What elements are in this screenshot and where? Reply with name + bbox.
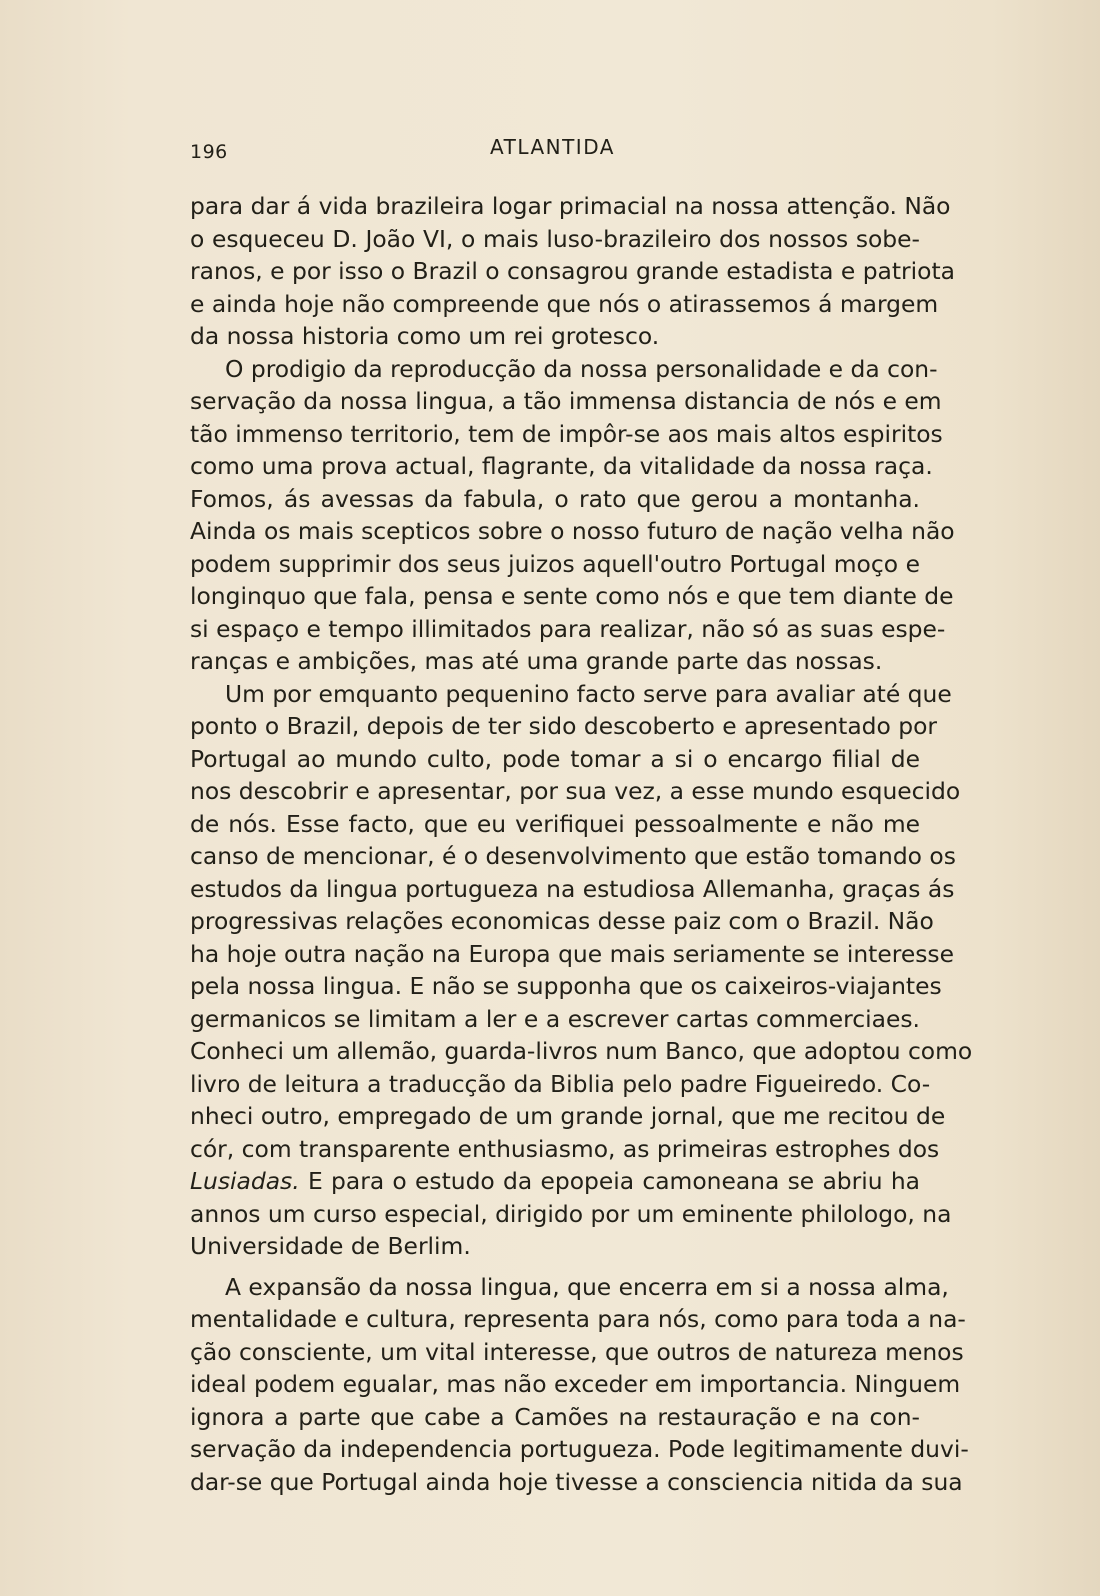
text-line: podem supprimir dos seus juizos aquell'outro Portugal moço e (190, 549, 920, 578)
text-line: para dar á vida brazileira logar primacial na nossa attenção. Não (190, 192, 951, 220)
text-line: nos descobrir e apresentar, por sua vez, a esse mundo esquecido (190, 777, 961, 805)
text-line: Ainda os mais scepticos sobre o nosso futuro de nação velha não (190, 517, 955, 545)
text-line: ideal podem egualar, mas não exceder em importancia. Ninguem (190, 1370, 961, 1398)
text-line: annos um curso especial, dirigido por um eminente philologo, na (190, 1199, 952, 1228)
text-line: dar-se que Portugal ainda hoje tivesse a consciencia nitida da sua (190, 1467, 963, 1496)
text-line: nheci outro, empregado de um grande jornal, que me recitou de (190, 1102, 946, 1130)
text-line: servação da independencia portugueza. Pode legitimamente duvi- (190, 1435, 969, 1463)
body-text (190, 190, 973, 1498)
text-line: ignora a parte que cabe a Camões na restauração e na con- (190, 1402, 920, 1431)
text-line: ponto o Brazil, depois de ter sido descoberto e apresentado por (190, 712, 938, 740)
text-line: canso de mencionar, é o desenvolvimento que estão tomando os (190, 842, 956, 870)
text-line: o esqueceu D. João VI, o mais luso-brazileiro dos nossos sobe- (190, 224, 920, 253)
text-line: ção consciente, um vital interesse, que outros de natureza menos (190, 1337, 964, 1366)
running-head: ATLANTIDA (490, 135, 615, 159)
text-line: progressivas relações economicas desse paiz com o Brazil. Não (190, 907, 934, 935)
text-line: pela nossa lingua. E não se supponha que os caixeiros-viajantes (190, 972, 942, 1000)
page-header (190, 135, 920, 165)
page-number: 196 (190, 141, 228, 163)
text-line: da nossa historia como um rei grotesco. (190, 322, 660, 350)
text-line: germanicos se limitam a ler e a escrever cartas commerciaes. (190, 1004, 920, 1033)
text-line: Universidade de Berlim. (190, 1232, 471, 1260)
text-line: A expansão da nossa lingua, que encerra em si a nossa alma, (225, 1272, 949, 1301)
text-line: servação da nossa lingua, a tão immensa distancia de nós e em (190, 387, 942, 415)
text-line: ha hoje outra nação na Europa que mais seriamente se interesse (190, 939, 954, 968)
text-line: cór, com transparente enthusiasmo, as primeiras estrophes dos (190, 1134, 940, 1163)
text-line: e ainda hoje não compreende que nós o atirassemos á margem (190, 289, 939, 318)
text-line: O prodigio da reproducção da nossa personalidade e da con- (225, 354, 938, 383)
text-line: longinquo que fala, pensa e sente como nós e que tem diante de (190, 582, 954, 610)
text-line: Fomos, ás avessas da fabula, o rato que gerou a montanha. (190, 484, 920, 513)
text-fragment: E para o estudo da epopeia camoneana se abriu ha (307, 1167, 921, 1195)
italic-title: Lusiadas. (190, 1167, 300, 1195)
text-line: Um por emquanto pequenino facto serve para avaliar até que (225, 679, 952, 708)
text-line: estudos da lingua portugueza na estudiosa Allemanha, graças ás (190, 874, 955, 903)
text-line: como uma prova actual, flagrante, da vitalidade da nossa raça. (190, 452, 933, 480)
text-line: livro de leitura a traducção da Biblia pelo padre Figueiredo. Co- (190, 1069, 931, 1098)
text-line: mentalidade e cultura, representa para nós, como para toda a na- (190, 1305, 966, 1333)
text-line: de nós. Esse facto, que eu verifiquei pessoalmente e não me (190, 809, 920, 838)
text-line: Conheci um allemão, guarda-livros num Banco, que adoptou como (190, 1037, 973, 1065)
text-line: tão immenso territorio, tem de impôr-se aos mais altos espiritos (190, 419, 943, 448)
text-line: ranças e ambições, mas até uma grande parte das nossas. (190, 647, 883, 675)
text-line: ranos, e por isso o Brazil o consagrou grande estadista e patriota (190, 257, 955, 285)
text-line: si espaço e tempo illimitados para realizar, não só as suas espe- (190, 614, 946, 643)
text-line: Portugal ao mundo culto, pode tomar a si o encargo filial de (190, 744, 920, 773)
text-line-with-italic (190, 1165, 920, 1198)
